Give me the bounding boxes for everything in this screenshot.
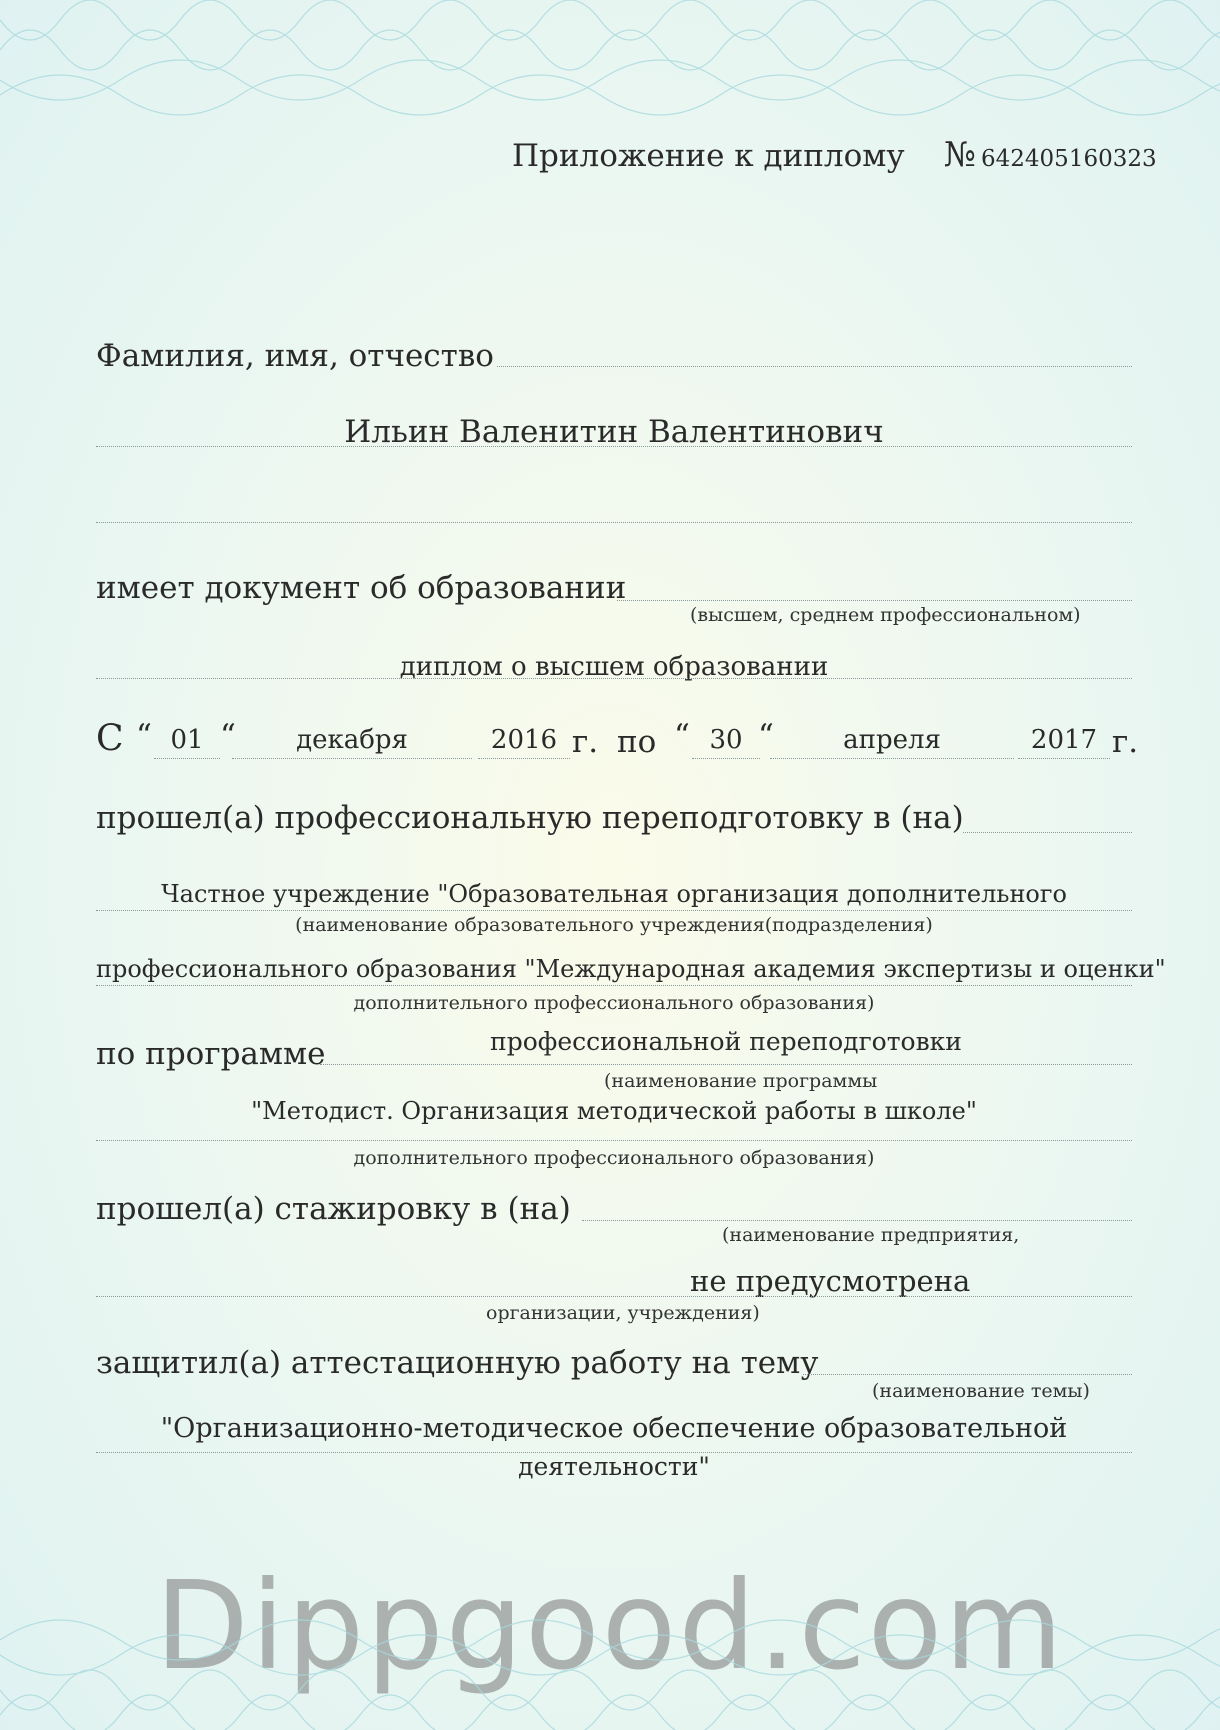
thesis-label: защитил(а) аттестационную работу на тему	[96, 1345, 819, 1381]
number-sign: №	[943, 135, 976, 175]
watermark-text: Dippgood.com	[154, 1555, 1066, 1697]
edu-doc-value: диплом о высшем образовании	[399, 652, 829, 682]
internship-value-underline	[96, 1296, 1132, 1297]
thesis-line1: "Организационно-методическое обеспечение образовательной	[160, 1413, 1068, 1444]
period-quote-open-2: “	[674, 718, 690, 754]
retraining-underline	[963, 832, 1132, 833]
period-to-day: 30	[709, 725, 743, 755]
thesis-line2: деятельности"	[518, 1452, 710, 1481]
fio-underline-2	[96, 446, 1132, 447]
period-to-prefix: по	[617, 724, 657, 760]
period-from-day: 01	[170, 725, 204, 755]
period-from-year-underline	[478, 758, 570, 759]
period-to-month: апреля	[843, 725, 941, 755]
program-caption2: дополнительного профессионального образования)	[353, 1147, 875, 1169]
internship-caption2: организации, учреждения)	[486, 1302, 760, 1324]
internship-underline	[582, 1220, 1132, 1221]
program-label: по программе	[96, 1036, 326, 1072]
period-quote-open-1: “	[136, 718, 152, 754]
internship-caption1: (наименование предприятия,	[722, 1224, 1020, 1246]
program-line2-underline	[96, 1140, 1132, 1141]
edu-doc-caption: (высшем, среднем профессиональном)	[690, 604, 1081, 626]
thesis-caption: (наименование темы)	[872, 1380, 1090, 1402]
fio-underline-3	[96, 522, 1132, 523]
period-to-year-underline	[1018, 758, 1110, 759]
period-to-day-underline	[692, 758, 760, 759]
period-quote-close-2: “	[758, 718, 774, 754]
retraining-org-line1: Частное учреждение "Образовательная организация дополнительного	[161, 880, 1067, 908]
retraining-org-line1-underline	[96, 910, 1132, 911]
period-year-suffix-2: г.	[1112, 724, 1139, 760]
guilloche-border-top	[0, 0, 1220, 130]
internship-value: не предусмотрена	[690, 1264, 971, 1298]
retraining-label: прошел(а) профессиональную переподготовку в (на)	[96, 800, 964, 836]
retraining-caption2: дополнительного профессионального образования)	[353, 992, 875, 1014]
retraining-caption1: (наименование образовательного учреждения(подразделения)	[295, 914, 933, 936]
program-line2: "Методист. Организация методической работы в школе"	[251, 1097, 977, 1125]
edu-doc-value-underline	[96, 678, 1132, 679]
fio-value: Ильин Валенитин Валентинович	[344, 414, 884, 450]
diploma-number: 642405160323	[981, 146, 1157, 172]
period-quote-close-1: “	[220, 718, 236, 754]
retraining-org-line2-underline	[96, 985, 1132, 986]
edu-doc-label: имеет документ об образовании	[96, 570, 627, 606]
program-line1-underline	[320, 1064, 1132, 1065]
appendix-label: Приложение к диплому	[512, 138, 905, 174]
period-from-prefix: С	[96, 718, 124, 759]
period-from-month-underline	[232, 758, 472, 759]
period-from-month: декабря	[296, 725, 408, 755]
internship-label: прошел(а) стажировку в (на)	[96, 1191, 571, 1227]
period-from-year: 2016	[490, 725, 558, 755]
edu-doc-underline	[617, 600, 1132, 601]
thesis-underline	[803, 1374, 1132, 1375]
program-line1: профессиональной переподготовки	[490, 1027, 962, 1056]
guilloche-border-bottom	[0, 1600, 1220, 1730]
appendix-heading	[512, 135, 1157, 175]
period-to-month-underline	[770, 758, 1014, 759]
period-year-suffix-1: г.	[572, 724, 599, 760]
period-from-day-underline	[154, 758, 220, 759]
program-caption1: (наименование программы	[604, 1070, 878, 1092]
fio-underline	[497, 366, 1132, 367]
retraining-org-line2: профессионального образования "Международная академия экспертизы и оценки"	[96, 955, 1166, 983]
fio-label: Фамилия, имя, отчество	[96, 338, 494, 374]
period-to-year: 2017	[1030, 725, 1098, 755]
